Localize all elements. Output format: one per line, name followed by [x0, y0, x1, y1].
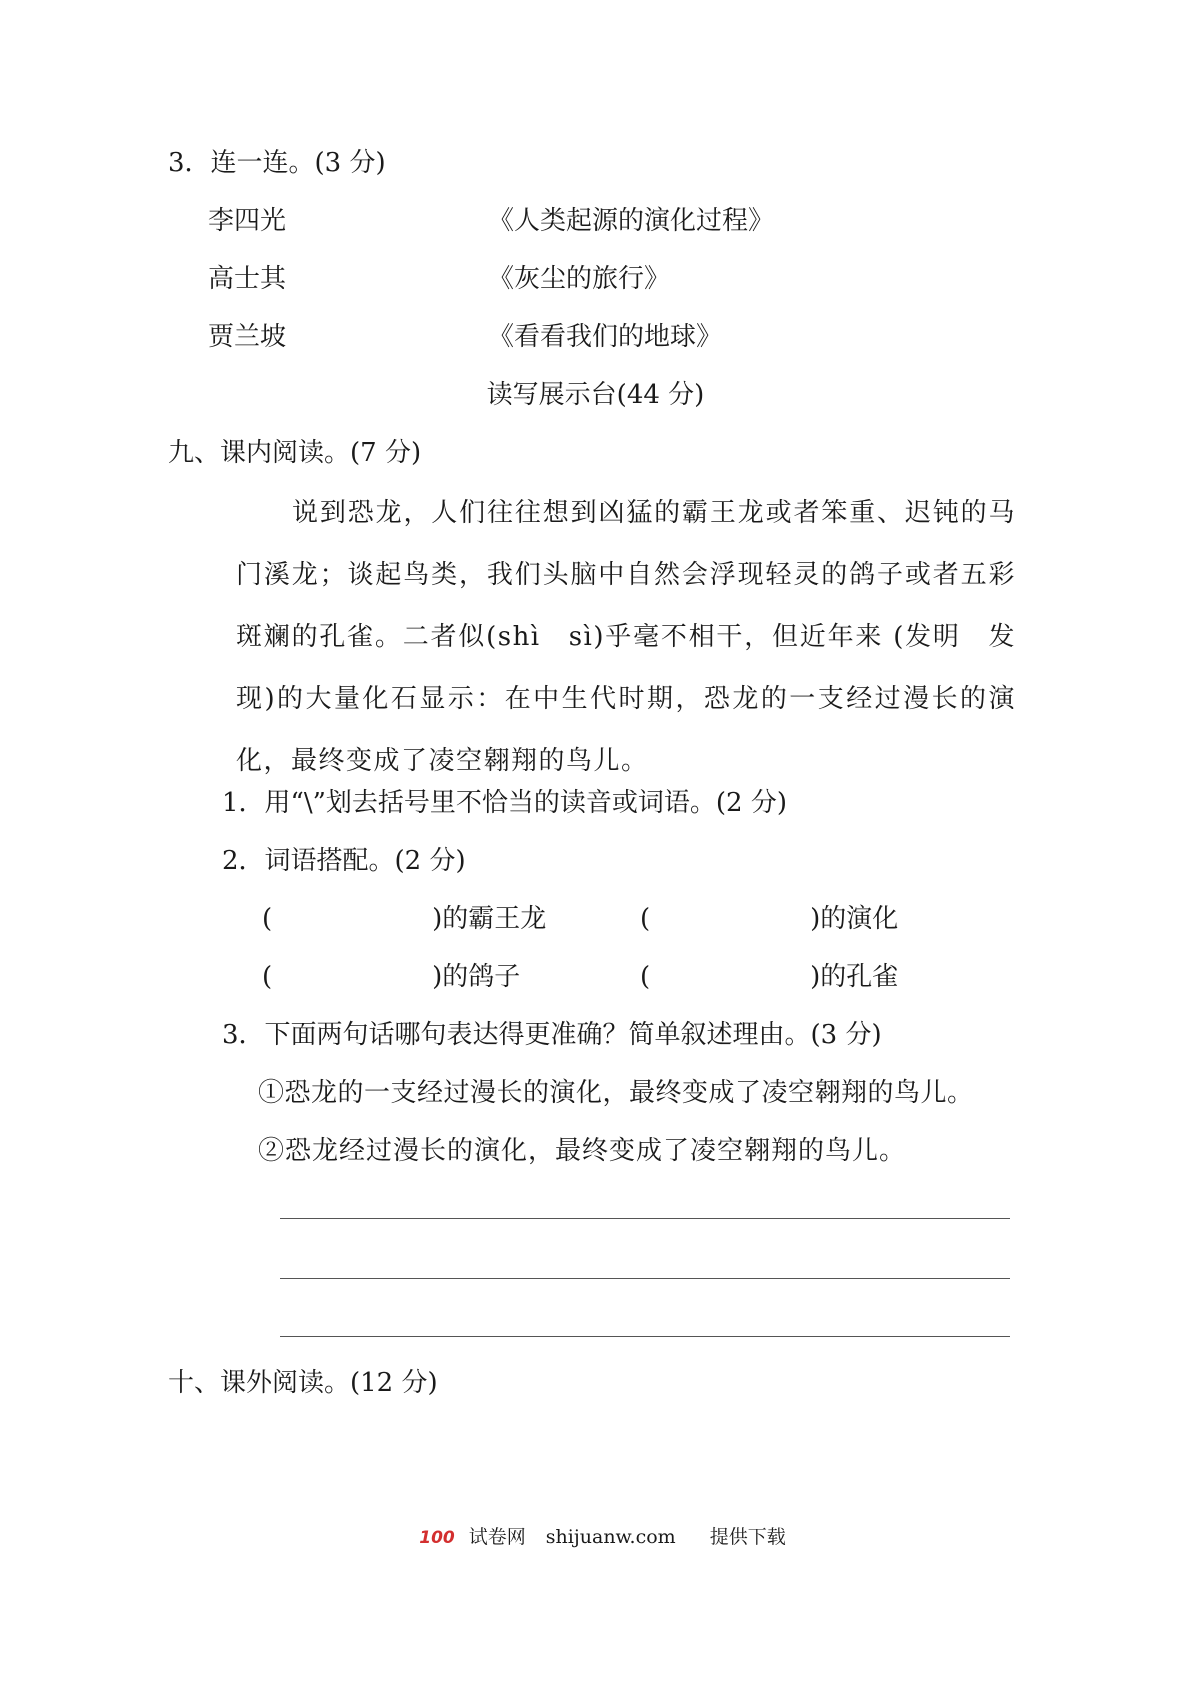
- q3-left-item: 李四光: [208, 206, 287, 236]
- blank-pair: [262, 902, 546, 936]
- site-domain[interactable]: shijuanw.com: [545, 1526, 676, 1548]
- blank-open: (: [262, 962, 273, 992]
- q9-passage: 说到恐龙，人们往往想到凶猛的霸王龙或者笨重、迟钝的马门溪龙；谈起鸟类，我们头脑中自然会浮现轻灵的鸽子或者五彩斑斓的孔雀。二者似(shì sì)乎毫不相干，但近年来 (发明 发现)的大量化石显示：在中生代时期，恐龙的一支经过漫长的演化，最终变成了凌空翱翔的鸟儿。: [236, 498, 1016, 776]
- q3-title: 3．连一连。(3 分): [168, 148, 386, 178]
- blank-suffix: )的霸王龙: [432, 904, 547, 934]
- q9-title: 九、课内阅读。(7 分): [168, 438, 422, 468]
- q3-right-item: 《灰尘的旅行》: [488, 264, 671, 294]
- blank-suffix: )的鸽子: [432, 962, 521, 992]
- blank-pair: [640, 902, 898, 936]
- q9-sub1: 1．用“\”划去括号里不恰当的读音或词语。(2 分): [222, 788, 787, 818]
- blank-suffix: )的演化: [810, 904, 899, 934]
- answer-line[interactable]: [280, 1278, 1010, 1279]
- page-footer: [0, 1524, 1191, 1551]
- sentence-1: ①恐龙的一支经过漫长的演化，最终变成了凌空翱翔的鸟儿。: [258, 1078, 974, 1108]
- section-title: 读写展示台(44 分): [486, 380, 705, 410]
- site-logo: 100: [419, 1528, 455, 1548]
- q3-left-item: 高士其: [208, 264, 287, 294]
- blank-open: (: [262, 904, 273, 934]
- download-note: 提供下载: [709, 1526, 786, 1548]
- q9-sub2: 2．词语搭配。(2 分): [222, 846, 466, 876]
- q9-sub3: 3．下面两句话哪句表达得更准确？简单叙述理由。(3 分): [222, 1020, 882, 1050]
- answer-line[interactable]: [280, 1336, 1010, 1337]
- blank-suffix: )的孔雀: [810, 962, 899, 992]
- blank-pair: [640, 960, 898, 994]
- sentence-2: ②恐龙经过漫长的演化，最终变成了凌空翱翔的鸟儿。: [258, 1136, 907, 1166]
- blank-pair: [262, 960, 520, 994]
- answer-line[interactable]: [280, 1218, 1010, 1219]
- q10-title: 十、课外阅读。(12 分): [168, 1368, 438, 1398]
- site-name: 试卷网: [468, 1526, 526, 1548]
- blank-open: (: [640, 962, 651, 992]
- blank-open: (: [640, 904, 651, 934]
- q3-right-item: 《人类起源的演化过程》: [488, 206, 775, 236]
- q3-left-item: 贾兰坡: [208, 322, 287, 352]
- q3-right-item: 《看看我们的地球》: [488, 322, 723, 352]
